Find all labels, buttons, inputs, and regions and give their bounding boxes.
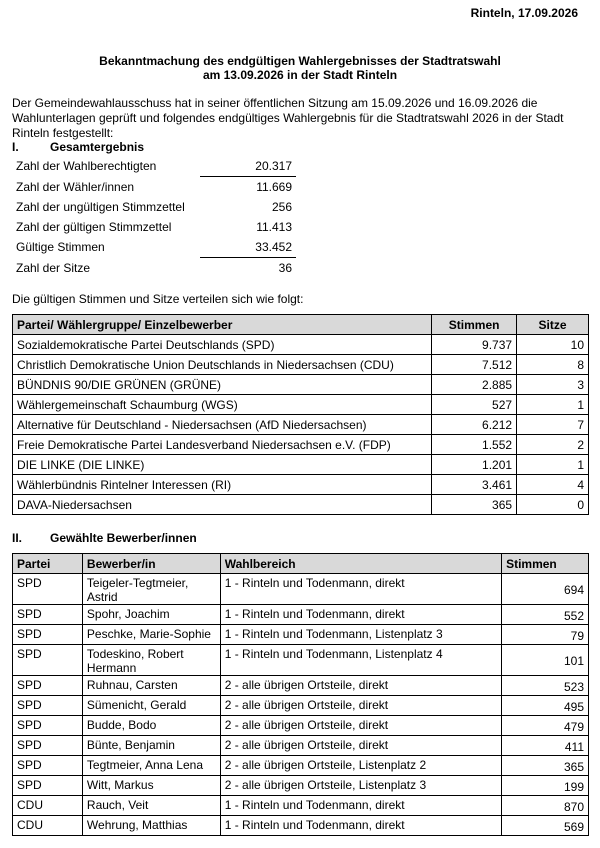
summary-row — [12, 217, 296, 237]
document-title — [0, 54, 600, 82]
candidate-district: 2 - alle übrigen Ortsteile, direkt — [220, 736, 501, 756]
candidate-name: Rauch, Veit — [82, 796, 220, 816]
table-row — [13, 816, 589, 836]
party-name: Wählergemeinschaft Schaumburg (WGS) — [13, 395, 432, 415]
party-seats: 1 — [517, 455, 589, 475]
candidate-party: SPD — [13, 605, 83, 625]
party-votes: 9.737 — [432, 335, 517, 355]
section-2-heading — [12, 531, 197, 545]
candidate-votes: 411 — [502, 736, 589, 756]
party-seats: 1 — [517, 395, 589, 415]
column-header-district: Wahlbereich — [220, 554, 501, 574]
candidate-party: SPD — [13, 776, 83, 796]
candidate-votes: 495 — [502, 696, 589, 716]
title-line-2: am 13.09.2026 in der Stadt Rinteln — [202, 68, 398, 82]
candidate-votes: 365 — [502, 756, 589, 776]
column-header-candidate: Bewerber/in — [82, 554, 220, 574]
candidate-votes: 79 — [502, 625, 589, 645]
party-seats: 4 — [517, 475, 589, 495]
candidate-party: SPD — [13, 756, 83, 776]
table-row — [13, 395, 589, 415]
summary-value: 36 — [278, 261, 292, 275]
table-row — [13, 574, 589, 605]
summary-value: 256 — [271, 200, 292, 214]
candidate-name: Todeskino, Robert Hermann — [82, 645, 220, 676]
candidate-district: 1 - Rinteln und Todenmann, Listenplatz 3 — [220, 625, 501, 645]
candidate-name: Wehrung, Matthias — [82, 816, 220, 836]
table-row — [13, 776, 589, 796]
table-row — [13, 435, 589, 455]
summary-label: Zahl der gültigen Stimmzettel — [16, 220, 172, 234]
summary-value: 11.413 — [256, 220, 292, 234]
candidate-name: Teigeler-Tegtmeier, Astrid — [82, 574, 220, 605]
party-name: DAVA-Niedersachsen — [13, 495, 432, 515]
candidate-name: Budde, Bodo — [82, 716, 220, 736]
summary-value: 20.317 — [255, 159, 292, 173]
section-2-title: Gewählte Bewerber/innen — [50, 531, 197, 545]
candidate-district: 1 - Rinteln und Todenmann, direkt — [220, 605, 501, 625]
party-votes: 1.552 — [432, 435, 517, 455]
section-1-number: I. — [12, 140, 19, 154]
party-votes: 7.512 — [432, 355, 517, 375]
party-name: Sozialdemokratische Partei Deutschlands (SPD) — [13, 335, 432, 355]
party-votes: 527 — [432, 395, 517, 415]
candidate-district: 2 - alle übrigen Ortsteile, direkt — [220, 696, 501, 716]
table-row — [13, 495, 589, 515]
candidate-district: 1 - Rinteln und Todenmann, direkt — [220, 574, 501, 605]
candidate-name: Ruhnau, Carsten — [82, 676, 220, 696]
candidate-party: SPD — [13, 696, 83, 716]
section-1-heading — [12, 140, 144, 154]
table-row — [13, 645, 589, 676]
column-header-party: Partei/ Wählergruppe/ Einzelbewerber — [13, 315, 432, 335]
candidate-name: Witt, Markus — [82, 776, 220, 796]
candidate-votes: 101 — [502, 645, 589, 676]
table-row — [13, 696, 589, 716]
candidate-votes: 569 — [502, 816, 589, 836]
party-name: BÜNDNIS 90/DIE GRÜNEN (GRÜNE) — [13, 375, 432, 395]
table-row — [13, 415, 589, 435]
table-row — [13, 796, 589, 816]
candidate-party: SPD — [13, 716, 83, 736]
candidate-votes: 523 — [502, 676, 589, 696]
summary-label: Zahl der ungültigen Stimmzettel — [16, 200, 185, 214]
table-row — [13, 756, 589, 776]
summary-row — [12, 197, 296, 217]
summary-label: Zahl der Wahlberechtigten — [16, 159, 157, 173]
party-votes: 365 — [432, 495, 517, 515]
candidate-party: SPD — [13, 736, 83, 756]
candidate-party: SPD — [13, 676, 83, 696]
table-row — [13, 605, 589, 625]
table-row — [13, 736, 589, 756]
candidate-district: 1 - Rinteln und Todenmann, Listenplatz 4 — [220, 645, 501, 676]
candidate-district: 2 - alle übrigen Ortsteile, direkt — [220, 716, 501, 736]
candidate-votes: 870 — [502, 796, 589, 816]
candidate-party: SPD — [13, 645, 83, 676]
party-name: Wählerbündnis Rintelner Interessen (RI) — [13, 475, 432, 495]
party-votes: 1.201 — [432, 455, 517, 475]
column-header-seats: Sitze — [517, 315, 589, 335]
party-votes: 6.212 — [432, 415, 517, 435]
table-row — [13, 475, 589, 495]
candidate-name: Bünte, Benjamin — [82, 736, 220, 756]
summary-row — [12, 258, 296, 278]
candidate-district: 2 - alle übrigen Ortsteile, direkt — [220, 676, 501, 696]
candidate-district: 2 - alle übrigen Ortsteile, Listenplatz 3 — [220, 776, 501, 796]
candidate-votes: 199 — [502, 776, 589, 796]
candidate-name: Sümenicht, Gerald — [82, 696, 220, 716]
candidate-party: SPD — [13, 574, 83, 605]
table-row — [13, 716, 589, 736]
candidate-party: SPD — [13, 625, 83, 645]
table-row — [13, 625, 589, 645]
candidate-name: Spohr, Joachim — [82, 605, 220, 625]
summary-row — [12, 156, 296, 176]
summary-label: Zahl der Sitze — [16, 261, 91, 275]
candidate-party: CDU — [13, 816, 83, 836]
summary-row — [12, 237, 296, 257]
party-seats: 8 — [517, 355, 589, 375]
candidate-district: 1 - Rinteln und Todenmann, direkt — [220, 796, 501, 816]
table-row — [13, 335, 589, 355]
party-votes: 3.461 — [432, 475, 517, 495]
section-2-number: II. — [12, 531, 23, 545]
party-seats: 0 — [517, 495, 589, 515]
section-1-title: Gesamtergebnis — [50, 140, 145, 154]
title-line-1: Bekanntmachung des endgültigen Wahlergebnisses der Stadtratswahl — [99, 54, 501, 68]
table-row — [13, 676, 589, 696]
table-header-row — [13, 315, 589, 335]
party-name: Christlich Demokratische Union Deutschlands in Niedersachsen (CDU) — [13, 355, 432, 375]
table-row — [13, 355, 589, 375]
candidate-district: 1 - Rinteln und Todenmann, direkt — [220, 816, 501, 836]
party-seats: 10 — [517, 335, 589, 355]
party-seats: 3 — [517, 375, 589, 395]
column-header-votes: Stimmen — [432, 315, 517, 335]
candidate-votes: 552 — [502, 605, 589, 625]
table-row — [13, 455, 589, 475]
summary-label: Zahl der Wähler/innen — [16, 180, 135, 194]
column-header-party: Partei — [13, 554, 83, 574]
summary-label: Gültige Stimmen — [16, 240, 105, 254]
summary-value: 33.452 — [255, 240, 292, 254]
table-header-row — [13, 554, 589, 574]
party-name: Alternative für Deutschland - Niedersachsen (AfD Niedersachsen) — [13, 415, 432, 435]
party-seats: 2 — [517, 435, 589, 455]
candidates-table — [12, 553, 589, 836]
summary-results — [12, 156, 296, 278]
party-seats: 7 — [517, 415, 589, 435]
distribution-note: Die gültigen Stimmen und Sitze verteilen sich wie folgt: — [12, 292, 304, 306]
parties-table — [12, 314, 589, 515]
party-name: Freie Demokratische Partei Landesverband Niedersachsen e.V. (FDP) — [13, 435, 432, 455]
party-votes: 2.885 — [432, 375, 517, 395]
intro-paragraph: Der Gemeindewahlausschuss hat in seiner öffentlichen Sitzung am 15.09.2026 und 16.09.2026 die Wahlunterlagen geprüft und folgendes endgültiges Wahlergebnis für die Stadtratswahl 2026 in der Stadt Rinteln festgestellt: — [12, 96, 564, 140]
candidate-district: 2 - alle übrigen Ortsteile, Listenplatz 2 — [220, 756, 501, 776]
summary-row — [12, 177, 296, 197]
summary-value: 11.669 — [256, 180, 292, 194]
candidate-votes: 479 — [502, 716, 589, 736]
party-name: DIE LINKE (DIE LINKE) — [13, 455, 432, 475]
table-row — [13, 375, 589, 395]
candidate-party: CDU — [13, 796, 83, 816]
column-header-votes: Stimmen — [502, 554, 589, 574]
candidate-votes: 694 — [502, 574, 589, 605]
candidate-name: Tegtmeier, Anna Lena — [82, 756, 220, 776]
candidate-name: Peschke, Marie-Sophie — [82, 625, 220, 645]
dateline: Rinteln, 17.09.2026 — [470, 6, 578, 20]
